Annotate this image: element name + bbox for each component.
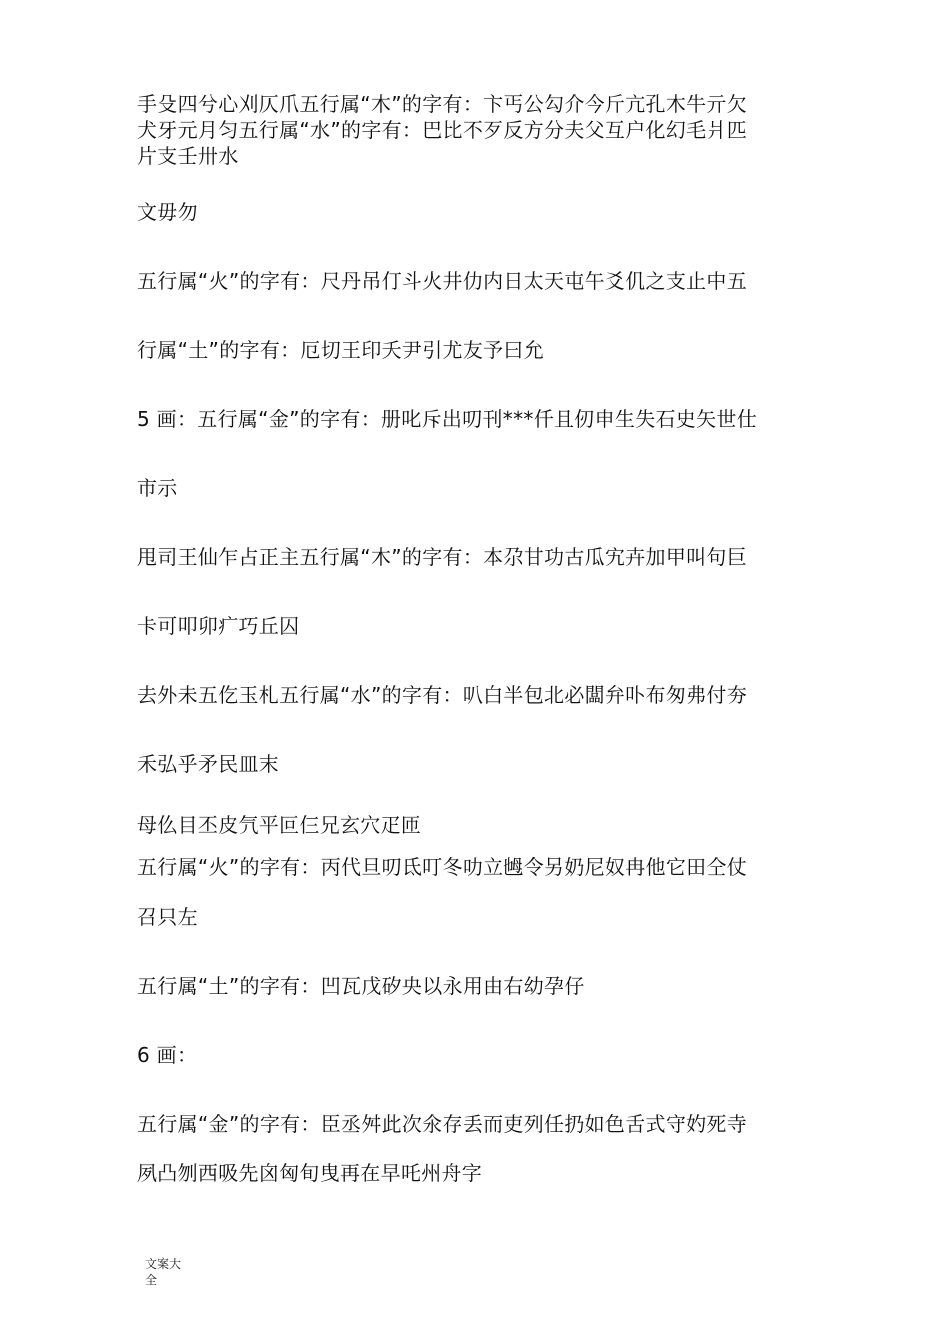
text-line-1: 手殳四兮心刈仄爪五行属“木”的字有：卞丐公勾介今斤亢孔木牛亓欠 [137,92,748,116]
text-line-12: 禾弘乎矛民皿末 [137,752,280,776]
text-line-16: 五行属“土”的字有：凹瓦戊矽央以永用由右幼孕仔 [137,974,585,998]
text-line-10: 卡可叩卯疒巧丘囚 [137,614,300,638]
text-line-17: 6 画： [137,1043,198,1067]
footer-label [145,1256,193,1288]
text-line-14: 五行属“火”的字有：丙代旦叨氐叮冬叻立乸令另奶尼奴冉他它田仝仗 [137,855,748,879]
text-line-19: 夙凸刎西吸先囟匈旬曳再在早吒州舟字 [137,1161,483,1185]
text-line-13: 母仫目丕皮氕平叵仨兄玄穴疋匝 [137,813,422,837]
text-line-11: 去外未五仡玉札五行属“水”的字有：叭白半包北必闆弁卟布匆弗付夯 [137,683,748,707]
text-line-7: 5 画：五行属“金”的字有：册叱斥出叨刊***仟且仞申生失石史矢世仕 [137,407,758,431]
footer-label-line-1: 文案大 [145,1257,182,1271]
text-line-15: 召只左 [137,905,198,929]
text-line-3: 片支壬卅水 [137,144,239,168]
text-line-2: 犬牙元月匀五行属“水”的字有：巴比不歹反方分夫父互户化幻毛爿匹 [137,118,748,142]
text-line-8: 市示 [137,476,178,500]
text-line-4: 文毋勿 [137,200,198,224]
text-line-18: 五行属“金”的字有：臣丞舛此次氽存丢而吏列任扔如色舌式守妁死寺 [137,1112,748,1136]
footer-label-line-2: 全 [145,1273,158,1287]
text-line-6: 行属“土”的字有：厄切王印夭尹引尤友予曰允 [137,338,545,362]
text-line-5: 五行属“火”的字有：尺丹吊仃斗火井仂内日太天屯午爻仉之支止中五 [137,269,748,293]
text-line-9: 甩司王仙乍占正主五行属“木”的字有：本尕甘功古瓜宄卉加甲叫句巨 [137,545,748,569]
